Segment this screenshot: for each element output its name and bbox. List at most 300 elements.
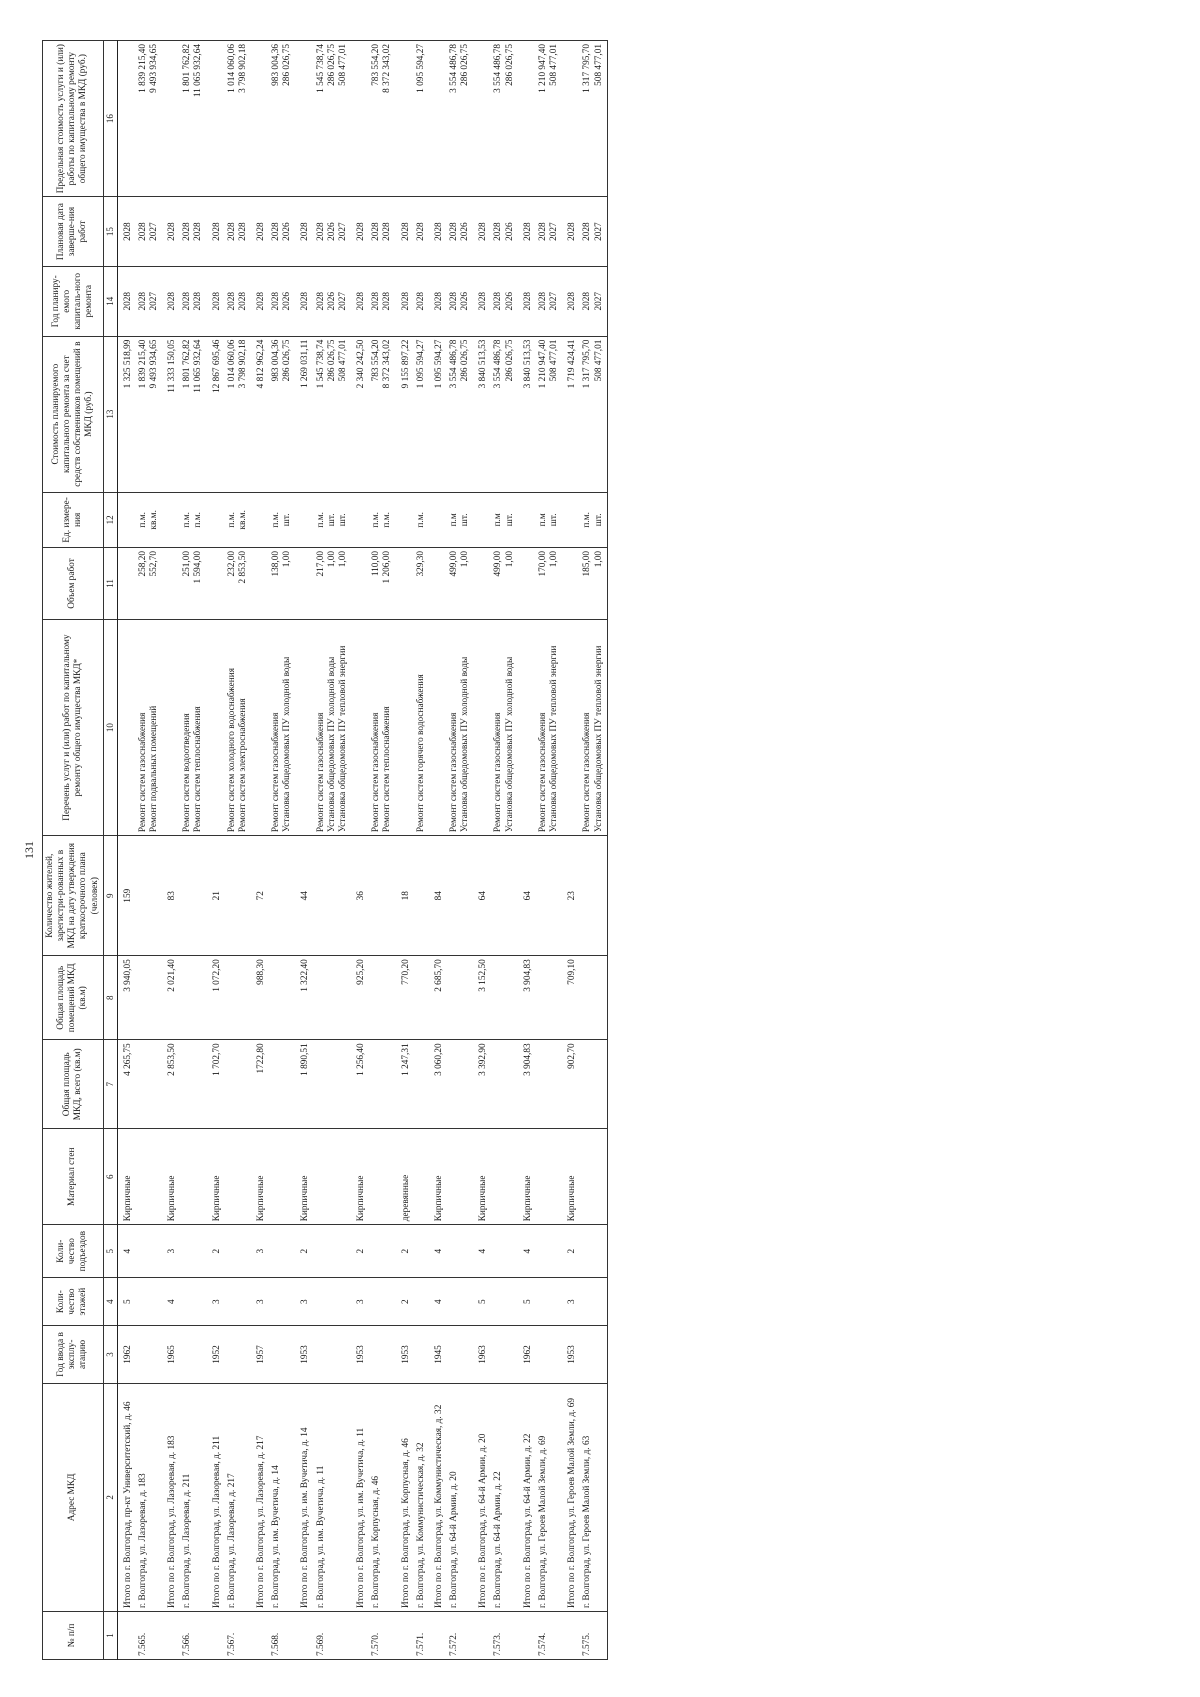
cell-col-7: 1 890,51 [295,1040,313,1129]
cell-line: 2028 [237,291,248,311]
cell-col-16 [314,41,351,197]
cell-col-14 [314,266,351,336]
cell-col-11 [447,547,473,619]
cell-col-14 [369,266,395,336]
cell-col-13: 12 867 695,46 [207,336,225,492]
cell-col-12 [314,492,351,547]
cell-col-12 [295,492,313,547]
cell-col-10 [473,619,491,835]
column-number-5: 5 [103,1225,117,1278]
cell-line: 2028 [582,291,593,311]
cell-line: Установка общедомовых ПУ холодной воды [504,656,515,833]
cell-col-11 [269,547,295,619]
cell-col-14: 2028 [207,266,225,336]
cell-col-10 [295,619,313,835]
cell-col-7: 3 060,20 [429,1040,447,1129]
column-number-12: 12 [103,492,117,547]
cell-col-6: деревянные [396,1129,414,1225]
cell-col-2: г. Волгоград, ул. Героев Малой Земли, д. 63 [580,1383,607,1611]
cell-col-5: 4 [117,1225,136,1278]
cell-col-2: Итого по г. Волгоград, ул. Корпусная, д. 46 [396,1383,414,1611]
cell-col-9: 23 [562,836,580,956]
cell-col-15 [180,197,206,267]
cell-line: Ремонт систем газоснабжения [449,712,460,833]
cell-col-3: 1953 [295,1326,313,1384]
cell-line: 508 477,01 [549,44,560,86]
cell-col-5: 2 [295,1225,313,1278]
cell-line: Ремонт систем газоснабжения [271,712,282,833]
cell-col-6 [536,1129,562,1225]
cell-col-13: 1 269 031,11 [295,336,313,492]
cell-col-4: 2 [396,1278,414,1326]
cell-col-4: 5 [518,1278,536,1326]
cell-col-14: 2028 [295,266,313,336]
cell-col-11 [536,547,562,619]
cell-col-4 [314,1278,351,1326]
cell-col-16 [580,41,607,197]
cell-col-8 [180,956,206,1040]
cell-col-16 [251,41,269,197]
cell-col-15: 2028 [117,197,136,267]
cell-line: 2028 [449,291,460,311]
cell-col-8 [491,956,517,1040]
cell-col-13: 9 155 897,22 [396,336,414,492]
cell-col-2: г. Волгоград, ул. Корпусная, д. 46 [369,1383,395,1611]
cell-col-15: 2028 [562,197,580,267]
cell-col-3: 1952 [207,1326,225,1384]
cell-line: 286 026,75 [460,44,471,86]
cell-col-3 [314,1326,351,1384]
cell-col-8: 3 940,05 [117,956,136,1040]
cell-col-11 [162,547,180,619]
cell-line: 286 026,75 [504,339,515,382]
column-number-7: 7 [103,1040,117,1129]
cell-line: 2028 [382,291,393,311]
cell-col-4: 3 [295,1278,313,1326]
cell-col-9: 36 [351,836,369,956]
cell-line: 258,20 [137,550,148,577]
cell-col-8: 925,20 [351,956,369,1040]
cell-line: Ремонт систем горячего водоснабжения [415,674,426,833]
column-number-13: 13 [103,336,117,492]
cell-col-3: 1963 [473,1326,491,1384]
cell-col-16 [136,41,162,197]
cell-line: п.м [449,513,460,527]
cell-line: 2 853,50 [237,550,248,584]
cell-line: 1 839 215,40 [137,44,148,93]
cell-col-4: 3 [251,1278,269,1326]
cell-col-6: Кирпичные [117,1129,136,1225]
cell-line: 1 839 215,40 [137,339,148,389]
column-header-15: Плановая дата заверше-ния работ [43,197,104,267]
cell-line: 329,30 [415,550,426,577]
cell-line: 2028 [271,291,282,311]
cell-col-9: 84 [429,836,447,956]
cell-line: 9 493 934,65 [148,44,159,93]
cell-col-7: 4 265,75 [117,1040,136,1129]
cell-col-1 [351,1611,369,1659]
cell-line: 1,00 [326,550,337,568]
cell-col-5: 3 [251,1225,269,1278]
table-row [580,41,607,1660]
cell-col-2: г. Волгоград, ул. Лазоревая, д. 183 [136,1383,162,1611]
cell-col-12 [351,492,369,547]
cell-line: 2028 [137,291,148,311]
table-row [447,41,473,1660]
cell-line: 2028 [493,291,504,311]
cell-col-1: 7.574. [536,1611,562,1659]
cell-col-12 [251,492,269,547]
cell-line: 110,00 [371,550,382,577]
cell-line: п.м. [226,512,237,528]
total-row [562,41,580,1660]
cell-line: 1 317 795,70 [582,44,593,93]
cell-col-8 [269,956,295,1040]
cell-col-15: 2028 [162,197,180,267]
column-header-7: Общая площадь МКД, всего (кв.м) [43,1040,104,1129]
cell-line: 286 026,75 [326,339,337,382]
cell-line: 11 065 932,64 [193,44,204,98]
cell-col-8 [225,956,251,1040]
cell-col-11 [429,547,447,619]
cell-col-1: 7.570. [369,1611,395,1659]
cell-col-5 [491,1225,517,1278]
cell-col-5: 2 [396,1225,414,1278]
cell-col-4 [269,1278,295,1326]
cell-col-8: 2 685,70 [429,956,447,1040]
cell-col-10 [180,619,206,835]
cell-col-9 [491,836,517,956]
cell-col-14 [580,266,607,336]
cell-col-8: 770,20 [396,956,414,1040]
cell-col-14 [414,266,429,336]
column-number-4: 4 [103,1278,117,1326]
cell-col-10 [396,619,414,835]
total-row [295,41,313,1660]
cell-col-1 [562,1611,580,1659]
cell-col-16 [351,41,369,197]
cell-line: 508 477,01 [593,339,604,382]
cell-col-14 [180,266,206,336]
column-numbers-row [103,41,117,1660]
cell-col-11 [473,547,491,619]
cell-col-14: 2028 [162,266,180,336]
cell-col-10 [369,619,395,835]
total-row [117,41,136,1660]
cell-line: 286 026,75 [282,44,293,86]
cell-line: Ремонт систем газоснабжения [582,712,593,833]
cell-col-15 [269,197,295,267]
column-header-8: Общая площадь помещений МКД (кв.м) [43,956,104,1040]
cell-line: шт. [326,513,337,527]
cell-col-8 [580,956,607,1040]
cell-col-4 [369,1278,395,1326]
cell-line: 1 095 594,27 [415,44,426,93]
cell-col-15: 2028 [518,197,536,267]
document-page [20,20,1170,1680]
cell-col-8 [314,956,351,1040]
cell-col-7: 902,70 [562,1040,580,1129]
cell-col-3: 1953 [351,1326,369,1384]
cell-col-3 [269,1326,295,1384]
capital-repair-table [42,40,608,1660]
cell-col-12 [180,492,206,547]
cell-col-11 [351,547,369,619]
cell-col-6 [369,1129,395,1225]
cell-col-15 [491,197,517,267]
cell-col-15 [369,197,395,267]
cell-line: 2027 [148,291,159,311]
column-number-9: 9 [103,836,117,956]
cell-line: 286 026,75 [460,339,471,382]
cell-col-4: 5 [117,1278,136,1326]
cell-line: 2028 [271,222,282,241]
cell-col-6 [447,1129,473,1225]
cell-col-4 [414,1278,429,1326]
cell-col-13 [314,336,351,492]
cell-line: 983 004,36 [271,44,282,86]
cell-line: 2028 [137,222,148,241]
cell-line: 1 206,00 [382,550,393,584]
cell-col-4 [447,1278,473,1326]
cell-line: 3 554 486,78 [493,339,504,389]
cell-col-9 [225,836,251,956]
cell-col-9: 44 [295,836,313,956]
cell-col-2: г. Волгоград, ул. 64-й Армии, д. 20 [447,1383,473,1611]
cell-line: Ремонт подвальных помещений [148,705,159,833]
cell-line: 2028 [182,291,193,311]
total-row [396,41,414,1660]
table-row [225,41,251,1660]
column-header-2: Адрес МКД [43,1383,104,1611]
cell-col-4: 4 [162,1278,180,1326]
cell-col-4: 3 [351,1278,369,1326]
cell-line: 783 554,20 [371,44,382,86]
cell-col-8 [536,956,562,1040]
cell-col-11 [225,547,251,619]
cell-line: 2028 [415,222,426,241]
cell-line: Установка общедомовых ПУ холодной воды [282,656,293,833]
cell-line: 2027 [549,291,560,311]
cell-col-14: 2028 [518,266,536,336]
cell-col-6 [491,1129,517,1225]
cell-col-16 [396,41,414,197]
cell-col-12 [136,492,162,547]
cell-line: шт. [337,513,348,527]
cell-col-3 [225,1326,251,1384]
cell-col-6: Кирпичные [518,1129,536,1225]
cell-col-15 [536,197,562,267]
cell-line: 2028 [193,291,204,311]
cell-line: 1 545 738,74 [315,44,326,93]
cell-col-1 [251,1611,269,1659]
cell-col-1: 7.566. [180,1611,206,1659]
cell-col-16 [429,41,447,197]
cell-col-14: 2028 [117,266,136,336]
cell-col-13 [136,336,162,492]
cell-line: 2028 [449,222,460,241]
cell-col-15 [580,197,607,267]
cell-line: п.м. [315,512,326,528]
cell-col-9: 83 [162,836,180,956]
cell-line: 2028 [237,222,248,241]
table-row [180,41,206,1660]
table-row [414,41,429,1660]
cell-col-15 [447,197,473,267]
total-row [207,41,225,1660]
table-row [369,41,395,1660]
cell-line: 2028 [226,291,237,311]
cell-col-9: 64 [518,836,536,956]
cell-col-5 [447,1225,473,1278]
cell-col-2: Итого по г. Волгоград, ул. Лазоревая, д. 183 [162,1383,180,1611]
cell-line: п.м. [193,512,204,528]
cell-col-7 [580,1040,607,1129]
cell-col-12 [518,492,536,547]
cell-col-7: 1722,80 [251,1040,269,1129]
cell-col-4 [580,1278,607,1326]
cell-col-13 [414,336,429,492]
cell-col-16 [518,41,536,197]
cell-line: 11 065 932,64 [193,339,204,393]
cell-col-5 [180,1225,206,1278]
cell-col-2: г. Волгоград, ул. Лазоревая, д. 211 [180,1383,206,1611]
cell-col-9 [447,836,473,956]
cell-col-16 [414,41,429,197]
cell-line: п.м. [415,512,426,528]
cell-line: п.м. [271,512,282,528]
cell-line: 508 477,01 [549,339,560,382]
cell-col-11 [207,547,225,619]
cell-col-4: 3 [562,1278,580,1326]
cell-line: 1,00 [549,550,560,568]
cell-col-7: 1 702,70 [207,1040,225,1129]
cell-col-15: 2028 [351,197,369,267]
cell-col-4: 5 [473,1278,491,1326]
cell-col-5: 4 [429,1225,447,1278]
cell-col-7 [136,1040,162,1129]
cell-line: кв.м. [148,510,159,530]
cell-col-7 [447,1040,473,1129]
cell-line: 1,00 [593,550,604,568]
cell-line: Ремонт систем газоснабжения [537,712,548,833]
cell-col-16 [562,41,580,197]
cell-line: Установка общедомовых ПУ холодной воды [460,656,471,833]
cell-col-5: 2 [351,1225,369,1278]
cell-line: 217,00 [315,550,326,577]
cell-col-16 [491,41,517,197]
cell-col-14 [225,266,251,336]
cell-line: 8 372 343,02 [382,44,393,93]
cell-col-4 [136,1278,162,1326]
cell-col-13 [369,336,395,492]
cell-line: 2027 [593,222,604,241]
cell-line: п.м. [582,512,593,528]
cell-col-12 [562,492,580,547]
cell-line: 508 477,01 [337,339,348,382]
cell-col-11 [136,547,162,619]
cell-col-12 [207,492,225,547]
cell-line: Ремонт систем электроснабжения [237,698,248,833]
cell-col-10 [207,619,225,835]
cell-col-13 [225,336,251,492]
cell-line: Ремонт систем газоснабжения [493,712,504,833]
cell-col-5 [536,1225,562,1278]
cell-line: Ремонт систем теплоснабжения [382,706,393,833]
cell-col-9 [536,836,562,956]
cell-line: 2027 [148,222,159,241]
cell-col-3 [580,1326,607,1384]
table-body [117,41,607,1660]
cell-col-12 [429,492,447,547]
cell-col-15 [136,197,162,267]
cell-col-10 [414,619,429,835]
cell-line: 983 004,36 [271,339,282,382]
cell-line: 2028 [315,291,326,311]
column-number-15: 15 [103,197,117,267]
cell-col-14: 2028 [562,266,580,336]
cell-col-13 [580,336,607,492]
cell-col-3: 1962 [117,1326,136,1384]
cell-col-9 [136,836,162,956]
cell-line: 2026 [504,291,515,311]
cell-line: 286 026,75 [326,44,337,86]
cell-col-4 [491,1278,517,1326]
cell-line: 2026 [326,222,337,241]
cell-line: Ремонт систем холодного водоснабжения [226,668,237,833]
cell-col-9 [580,836,607,956]
cell-line: 2028 [537,291,548,311]
cell-line: 2028 [182,222,193,241]
cell-col-1 [518,1611,536,1659]
cell-line: 251,00 [182,550,193,577]
cell-col-5 [269,1225,295,1278]
cell-col-7 [536,1040,562,1129]
column-number-8: 8 [103,956,117,1040]
cell-col-12 [396,492,414,547]
column-header-10: Перечень услуг и (или) работ по капитальному ремонту общего имущества МКД* [43,619,104,835]
cell-col-6: Кирпичные [562,1129,580,1225]
cell-col-6: Кирпичные [251,1129,269,1225]
cell-col-1: 7.571. [414,1611,429,1659]
cell-col-10 [536,619,562,835]
column-number-16: 16 [103,41,117,197]
cell-col-1 [207,1611,225,1659]
cell-col-2: Итого по г. Волгоград, ул. 64-й Армии, д. 22 [518,1383,536,1611]
cell-col-12 [369,492,395,547]
column-header-11: Объем работ [43,547,104,619]
cell-col-15: 2028 [396,197,414,267]
cell-line: 552,70 [148,550,159,577]
cell-col-8: 2 021,40 [162,956,180,1040]
cell-line: Установка общедомовых ПУ тепловой энергии [337,645,348,833]
cell-col-1: 7.575. [580,1611,607,1659]
cell-col-10 [314,619,351,835]
cell-col-1: 7.572. [447,1611,473,1659]
cell-line: Ремонт систем газоснабжения [137,712,148,833]
cell-col-16 [369,41,395,197]
cell-col-10 [162,619,180,835]
cell-col-6 [180,1129,206,1225]
cell-line: 499,00 [493,550,504,577]
column-number-1: 1 [103,1611,117,1659]
cell-col-6: Кирпичные [295,1129,313,1225]
cell-col-10 [491,619,517,835]
cell-col-7 [269,1040,295,1129]
cell-line: 1,00 [504,550,515,568]
cell-col-6 [269,1129,295,1225]
cell-col-16 [269,41,295,197]
